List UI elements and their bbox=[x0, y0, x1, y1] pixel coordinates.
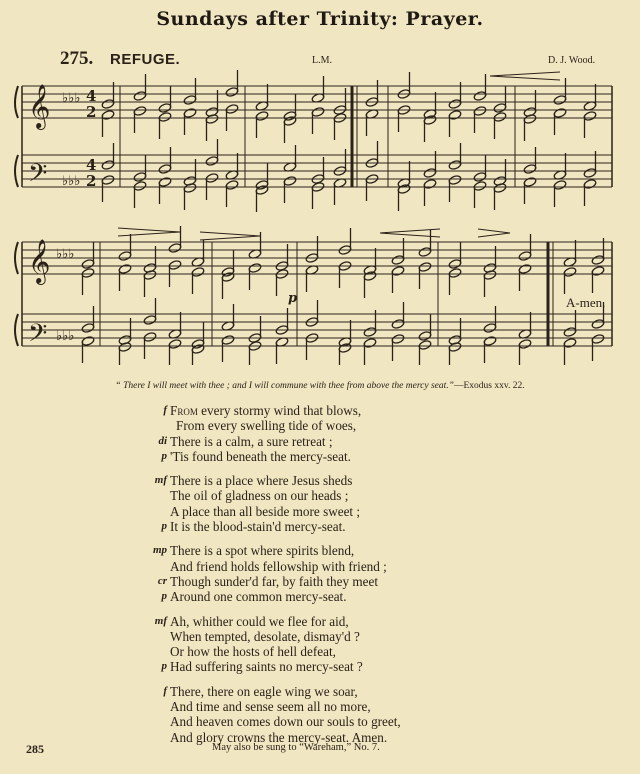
note-head bbox=[518, 251, 532, 262]
note-head bbox=[518, 339, 532, 350]
verse-line: p It is the blood-stain'd mercy-seat. bbox=[161, 519, 346, 535]
note-head bbox=[225, 180, 239, 191]
note-head bbox=[363, 338, 377, 349]
note-head bbox=[391, 266, 405, 277]
hymn-number: 275. bbox=[60, 48, 94, 69]
note-head bbox=[448, 110, 462, 121]
svg-text:2: 2 bbox=[86, 103, 97, 121]
note-head bbox=[133, 91, 147, 102]
verse-line: And time and sense seem all no more, bbox=[170, 699, 371, 715]
verse-line: cr Though sunder'd far, by faith they meet bbox=[157, 573, 379, 589]
note-head bbox=[338, 343, 352, 354]
verse-line: mf Ah, whither could we flee for aid, bbox=[154, 613, 349, 629]
note-head bbox=[158, 177, 172, 188]
treble-clef: 𝄞 bbox=[28, 84, 51, 128]
note-head bbox=[448, 259, 462, 270]
note-head bbox=[133, 172, 147, 183]
note-head bbox=[553, 108, 567, 119]
hymn-verses bbox=[152, 403, 500, 754]
svg-text:𝄢: 𝄢 bbox=[28, 319, 48, 354]
note-head bbox=[518, 264, 532, 275]
stanza bbox=[154, 613, 500, 675]
note-head bbox=[473, 106, 487, 117]
composer-credit: D. J. Wood. bbox=[548, 55, 596, 66]
note-head bbox=[81, 336, 95, 347]
note-head bbox=[423, 179, 437, 190]
note-head bbox=[473, 172, 487, 183]
meter-label: L.M. bbox=[312, 55, 332, 66]
note-head bbox=[591, 319, 605, 330]
dynamic-mark: f bbox=[163, 404, 167, 416]
note-head bbox=[81, 268, 95, 279]
note-head bbox=[483, 323, 497, 334]
svg-text:p: p bbox=[288, 291, 298, 306]
note-head bbox=[391, 334, 405, 345]
verse-line: And friend holds fellowship with friend ; bbox=[170, 558, 387, 574]
note-head bbox=[418, 247, 432, 258]
verse-line: And heaven comes down our souls to greet, bbox=[170, 714, 401, 730]
note-head bbox=[143, 332, 157, 343]
verse-line: mp There is a spot where spirits blend, bbox=[152, 543, 355, 559]
note-head bbox=[473, 181, 487, 192]
note-head bbox=[221, 272, 235, 283]
svg-text:4: 4 bbox=[86, 87, 97, 105]
scripture-epigraph bbox=[0, 381, 640, 391]
note-head bbox=[473, 91, 487, 102]
note-head bbox=[168, 339, 182, 350]
note-head bbox=[563, 267, 577, 278]
note-head bbox=[183, 108, 197, 119]
svg-text:♭♭♭: ♭♭♭ bbox=[56, 329, 75, 344]
note-head bbox=[101, 160, 115, 171]
stanza bbox=[163, 683, 500, 745]
verse-line: When tempted, desolate, dismay'd ? bbox=[170, 628, 360, 644]
note-head bbox=[391, 255, 405, 266]
note-head bbox=[423, 115, 437, 126]
note-head bbox=[363, 271, 377, 282]
note-head bbox=[391, 319, 405, 330]
note-head bbox=[418, 331, 432, 342]
note-head bbox=[418, 340, 432, 351]
note-head bbox=[248, 263, 262, 274]
bass-clef: 𝄢 bbox=[28, 159, 48, 194]
note-head bbox=[225, 104, 239, 115]
note-head bbox=[283, 176, 297, 187]
note-head bbox=[493, 103, 507, 114]
note-head bbox=[255, 111, 269, 122]
note-head bbox=[158, 112, 172, 123]
verse-line: A place than all beside more sweet ; bbox=[170, 503, 361, 519]
note-head bbox=[118, 251, 132, 262]
note-head bbox=[563, 327, 577, 338]
verse-line: p 'Tis found beneath the mercy-seat. bbox=[161, 448, 351, 464]
note-head bbox=[448, 175, 462, 186]
note-head bbox=[591, 266, 605, 277]
note-head bbox=[143, 315, 157, 326]
note-head bbox=[553, 180, 567, 191]
note-head bbox=[158, 164, 172, 175]
alternate-tune-note: May also be sung to “Wareham,” No. 7. bbox=[212, 742, 380, 753]
note-head bbox=[493, 112, 507, 123]
note-head bbox=[191, 267, 205, 278]
note-head bbox=[205, 156, 219, 167]
hairpin-decrescendo bbox=[118, 228, 180, 236]
note-head bbox=[523, 177, 537, 188]
stanza bbox=[158, 403, 500, 464]
note-head bbox=[591, 255, 605, 266]
verse-line: p Had suffering saints no mercy-seat ? bbox=[161, 659, 363, 675]
page-header: Sundays after Trinity: Prayer. bbox=[156, 8, 484, 30]
stanza bbox=[154, 473, 500, 535]
note-head bbox=[583, 168, 597, 179]
note-head bbox=[133, 106, 147, 117]
note-head bbox=[483, 336, 497, 347]
note-head bbox=[81, 323, 95, 334]
note-head bbox=[133, 181, 147, 192]
note-head bbox=[591, 334, 605, 345]
stanza bbox=[152, 543, 500, 605]
note-head bbox=[423, 168, 437, 179]
hairpin-top bbox=[490, 72, 560, 80]
note-head bbox=[397, 184, 411, 195]
note-head bbox=[448, 160, 462, 171]
verse-line: From every swelling tide of woes, bbox=[176, 418, 357, 434]
note-head bbox=[191, 344, 205, 355]
verse-line: f From every stormy wind that blows, bbox=[170, 403, 500, 418]
note-head bbox=[311, 107, 325, 118]
note-head bbox=[583, 179, 597, 190]
verse-line: Or how the hosts of hell defeat, bbox=[170, 644, 336, 660]
note-head bbox=[168, 260, 182, 271]
verse-line: f There, there on eagle wing we soar, bbox=[163, 683, 358, 699]
note-head bbox=[205, 173, 219, 184]
hairpin bbox=[200, 232, 260, 240]
verse-line: mf There is a place where Jesus sheds bbox=[154, 473, 353, 489]
svg-text:♭♭♭: ♭♭♭ bbox=[62, 91, 81, 106]
verse-line: p Around one common mercy-seat. bbox=[161, 589, 347, 605]
note-head bbox=[523, 164, 537, 175]
amen-label: A-men. bbox=[566, 295, 606, 310]
music-score bbox=[0, 60, 640, 365]
tune-name: REFUGE. bbox=[110, 51, 181, 68]
svg-text:2: 2 bbox=[86, 172, 97, 190]
note-head bbox=[118, 264, 132, 275]
verse-line: And glory crowns the mercy-seat. Amen. bbox=[170, 729, 388, 745]
note-head bbox=[225, 87, 239, 98]
note-head bbox=[583, 111, 597, 122]
svg-text:4: 4 bbox=[86, 156, 97, 174]
page-number: 285 bbox=[26, 742, 44, 756]
verse-line: The oil of gladness on our heads ; bbox=[170, 488, 349, 504]
note-head bbox=[418, 262, 432, 273]
note-head bbox=[158, 103, 172, 114]
note-head bbox=[363, 327, 377, 338]
svg-text:♭♭♭: ♭♭♭ bbox=[56, 247, 75, 262]
note-head bbox=[283, 116, 297, 127]
svg-text:♭♭♭: ♭♭♭ bbox=[62, 174, 81, 189]
note-head bbox=[255, 185, 269, 196]
note-head bbox=[448, 268, 462, 279]
note-head bbox=[168, 243, 182, 254]
note-head bbox=[183, 95, 197, 106]
note-head bbox=[81, 259, 95, 270]
note-head bbox=[221, 335, 235, 346]
scripture-quote: “ There I will meet with thee ; and I will commune with thee from above the mercy seat.” bbox=[115, 381, 454, 391]
note-head bbox=[101, 175, 115, 186]
scripture-reference: —Exodus xxv. 22. bbox=[453, 381, 525, 391]
note-head bbox=[101, 99, 115, 110]
note-head bbox=[101, 110, 115, 121]
note-head bbox=[563, 338, 577, 349]
svg-text:𝄞: 𝄞 bbox=[28, 239, 51, 283]
verse-line: di There is a calm, a sure retreat ; bbox=[158, 433, 333, 449]
note-head bbox=[553, 95, 567, 106]
system-1-barlines bbox=[120, 86, 612, 187]
note-head bbox=[448, 99, 462, 110]
